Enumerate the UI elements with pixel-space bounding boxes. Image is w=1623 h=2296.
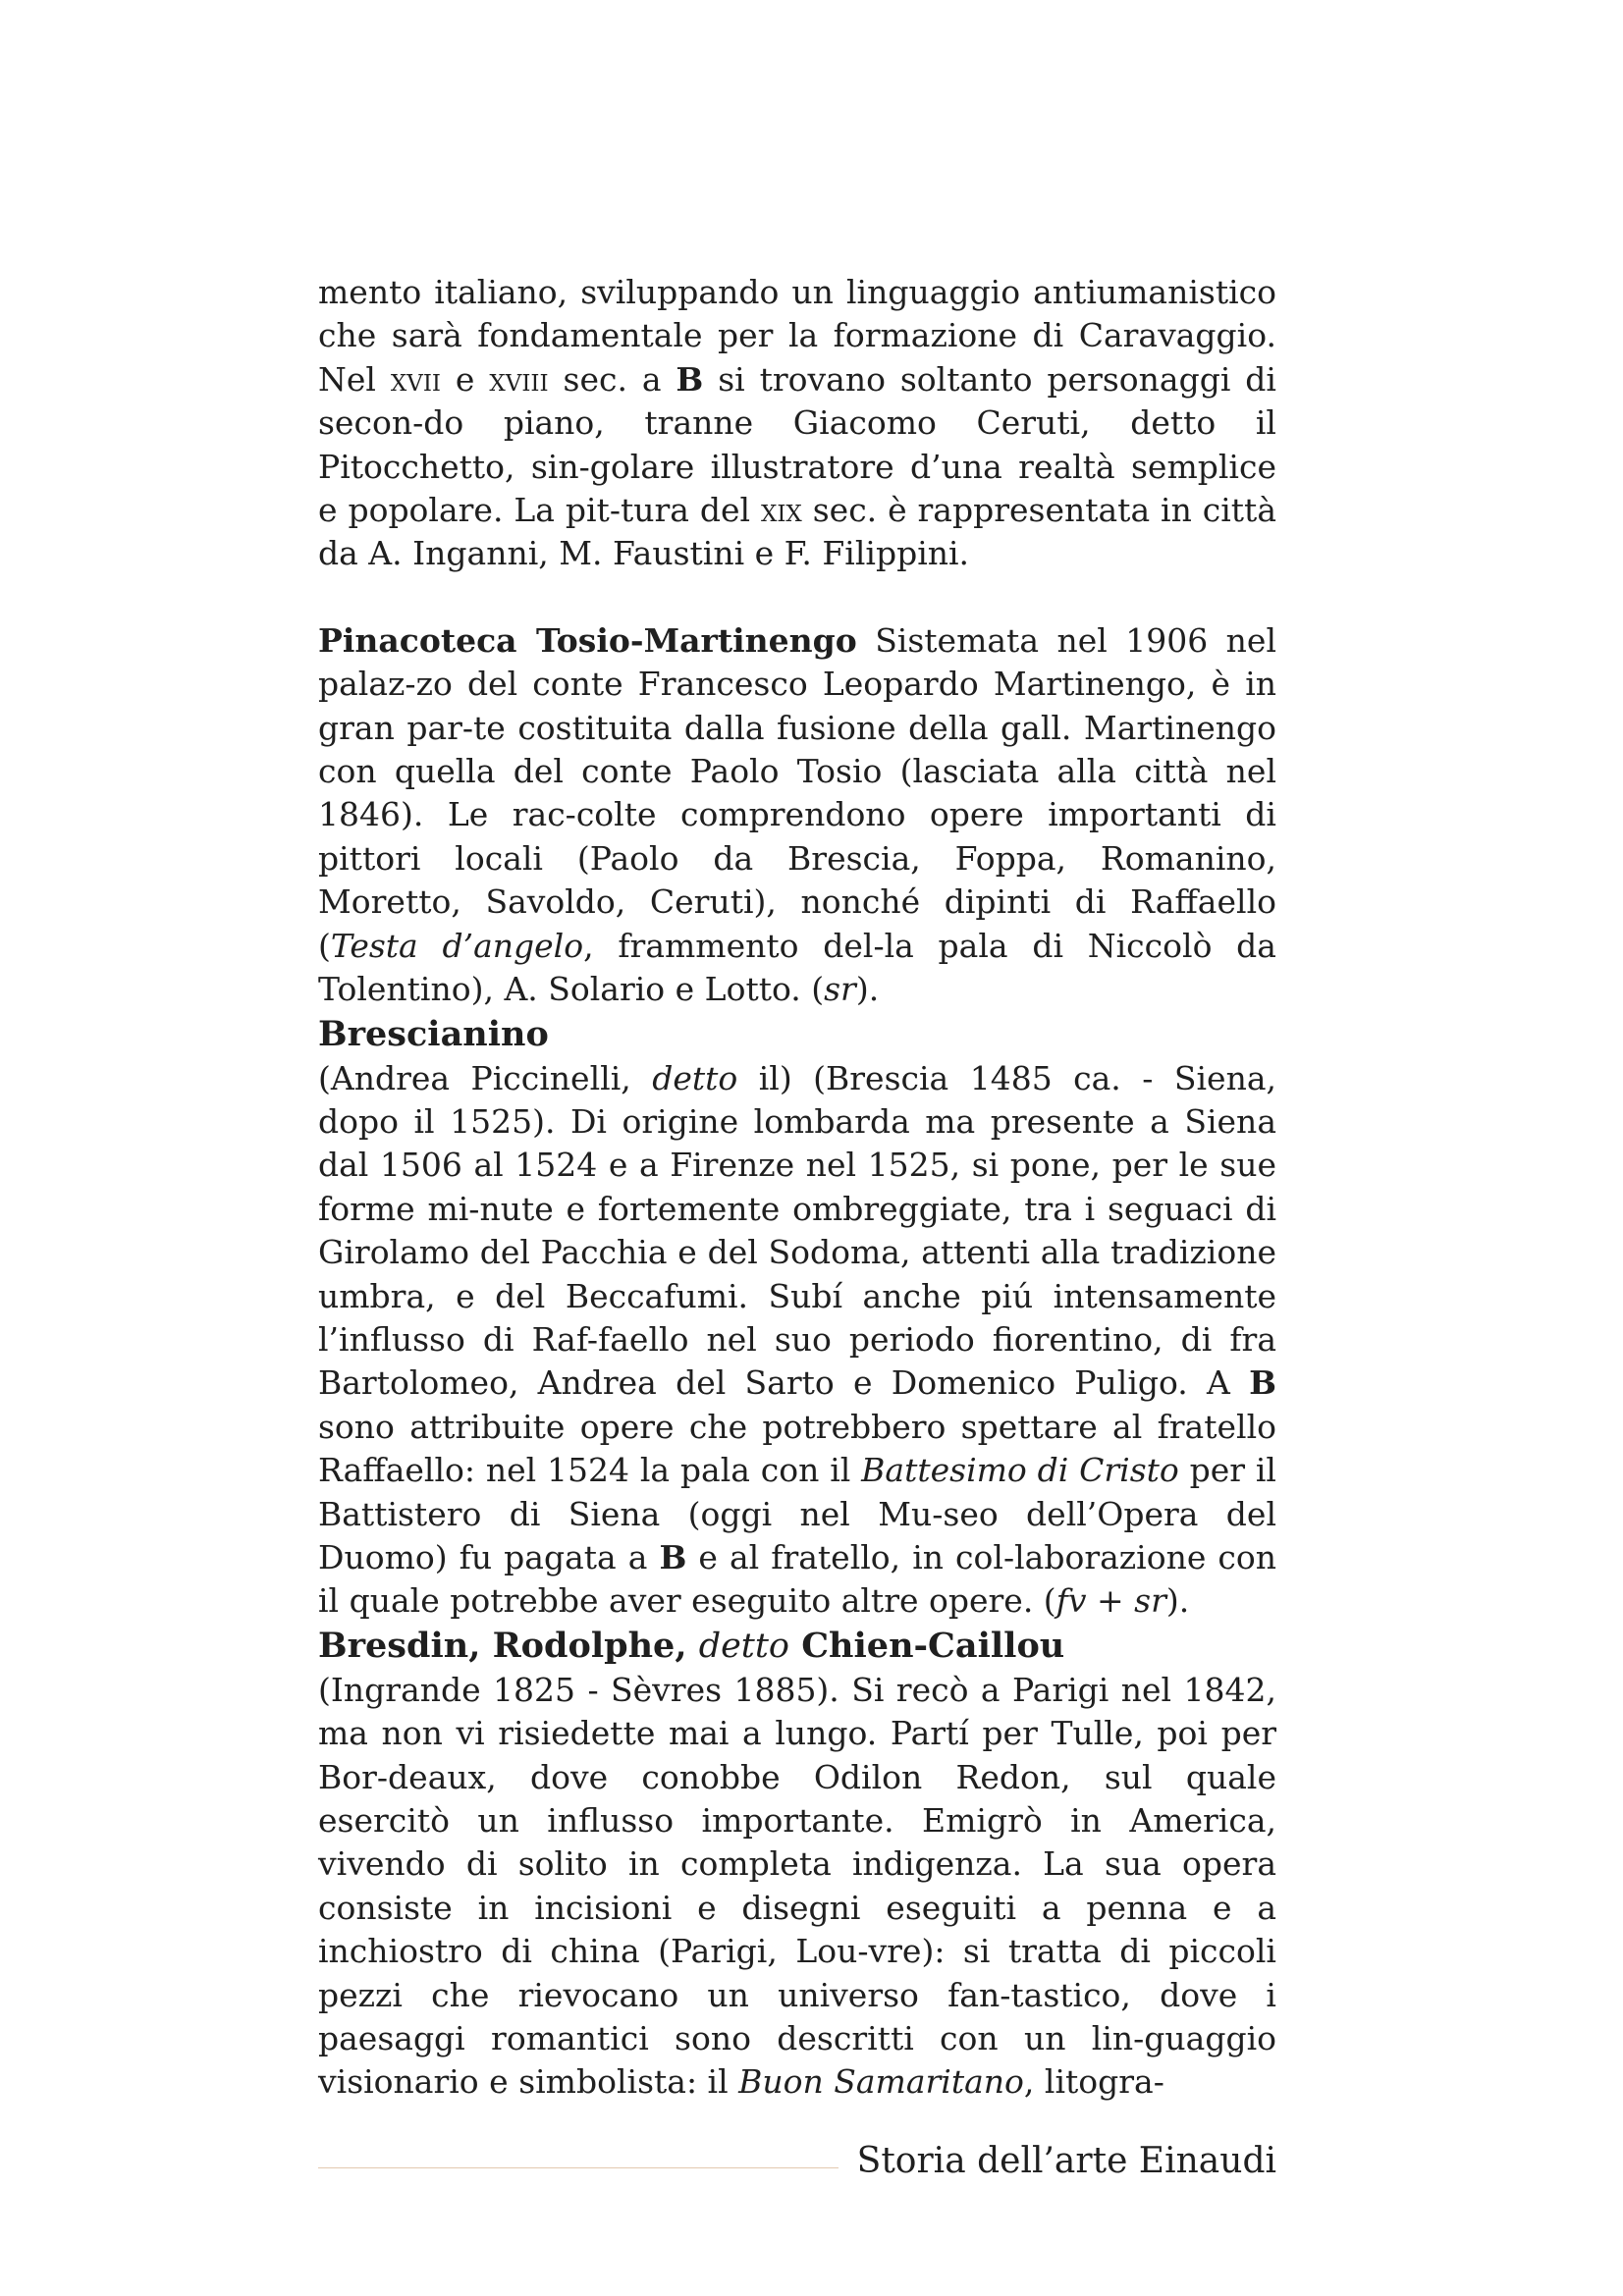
intro-text-3: si trovano soltanto personaggi di secon-do piano, tranne Giacomo Ceruti, detto il Pitocchetto, sin-golare illustratore d’una realtà semplice e popolare. La pit-tura del [318,359,1276,530]
entry-heading-bresdin [318,1624,1276,1669]
detto-italic: detto [698,1626,790,1666]
footer-publisher: Storia dell’arte Einaudi [856,2141,1276,2181]
artwork-title: Battesimo di Cristo [861,1451,1179,1490]
entry-abbrev: B [1249,1363,1276,1403]
century-xviii: xviii [489,359,549,399]
bresdin-heading-alias: Chien-Caillou [789,1625,1065,1666]
pinacoteca-text-2: , frammento del-la pala di Niccolò da Tolentino), A. Solario e Lotto. ( [318,926,1276,1009]
entry-abbrev: B [659,1537,687,1576]
brescianino-paragraph [318,1057,1276,1624]
intro-paragraph [318,271,1276,576]
author-signature: sr [824,970,856,1009]
century-xix: xix [760,491,802,530]
bresdin-paragraph [318,1669,1276,2105]
footer-rule [318,2167,839,2168]
pinacoteca-text-1: Sistemata nel 1906 nel palaz-zo del conte Francesco Leopardo Martinengo, è in gran par-te costituita dalla fusione della gall. Martinengo con quella del conte Paolo Tosio (lasciata alla città nel 1846). Le rac-colte comprendono opere importanti di pittori locali (Paolo da Brescia, Foppa, Romanino, Moretto, Savoldo, Ceruti), nonché dipinti di Raffaello ( [318,620,1277,965]
detto-italic: detto [652,1058,738,1097]
artwork-title: Buon Samaritano [738,2062,1024,2102]
pinacoteca-text-3: ). [855,970,880,1009]
intro-text-1: mento italiano, sviluppando un linguaggio antiumanistico che sarà fondamentale per la formazione di Caravaggio. Nel [318,273,1276,399]
brescianino-text-3: sono attribuite opere che potrebbero spettare al fratello Raffaello: nel 1524 la pala con il [318,1407,1276,1490]
bresdin-text-1: (Ingrande 1825 - Sèvres 1885). Si recò a Parigi nel 1842, ma non vi risiedette mai a lungo. Partí per Tulle, poi per Bor-deaux, dove conobbe Odilon Redon, sul quale esercitò un influsso importante. Emigrò in America, vivendo di solito in completa indigenza. La sua opera consiste in incisioni e disegni eseguiti a penna e a inchiostro di china (Parigi, Lou-vre): si tratta di piccoli pezzi che rievocano un universo fan-tastico, dove i paesaggi romantici sono descritti con un lin-guaggio visionario e simbolista: il [318,1670,1276,2102]
bresdin-heading-name: Bresdin, Rodolphe, [318,1625,699,1666]
intro-text-4: sec. è rappresentata in città da A. Inganni, M. Faustini e F. Filippini. [318,491,1276,573]
entry-abbrev: B [676,359,704,399]
intro-text-2: sec. a [548,359,676,399]
bresdin-text-2: , litogra- [1023,2062,1164,2102]
pinacoteca-paragraph [318,619,1276,1012]
author-signature: fv + sr [1055,1581,1166,1621]
brescianino-text-6: ). [1165,1581,1190,1621]
century-xvii: xvii [390,359,442,399]
brescianino-text-1: (Andrea Piccinelli, [318,1058,653,1097]
brescianino-text-5: e al fratello, in col-laborazione con il quale potrebbe aver eseguito altre opere. ( [318,1537,1277,1621]
page-body [318,271,1276,2105]
intro-conjunction: e [441,359,490,399]
page-footer [318,2140,1276,2183]
pinacoteca-title: Pinacoteca Tosio-Martinengo [318,620,857,660]
brescianino-text-4: per il Battistero di Siena (oggi nel Mu-seo dell’Opera del Duomo) fu pagata a [318,1451,1276,1576]
entry-heading-brescianino: Brescianino [318,1013,549,1054]
brescianino-text-2: il) (Brescia 1485 ca. - Siena, dopo il 1525). Di origine lombarda ma presente a Siena dal 1506 al 1524 e a Firenze nel 1525, si pone, per le sue forme mi-nute e fortemente ombreggiate, tra i seguaci di Girolamo del Pacchia e del Sodoma, attenti alla tradizione umbra, e del Beccafumi. Subí anche piú intensamente l’influsso di Raf-faello nel suo periodo fiorentino, di fra Bartolomeo, Andrea del Sarto e Domenico Puligo. A [318,1058,1276,1403]
artwork-title: Testa d’angelo [330,926,584,965]
